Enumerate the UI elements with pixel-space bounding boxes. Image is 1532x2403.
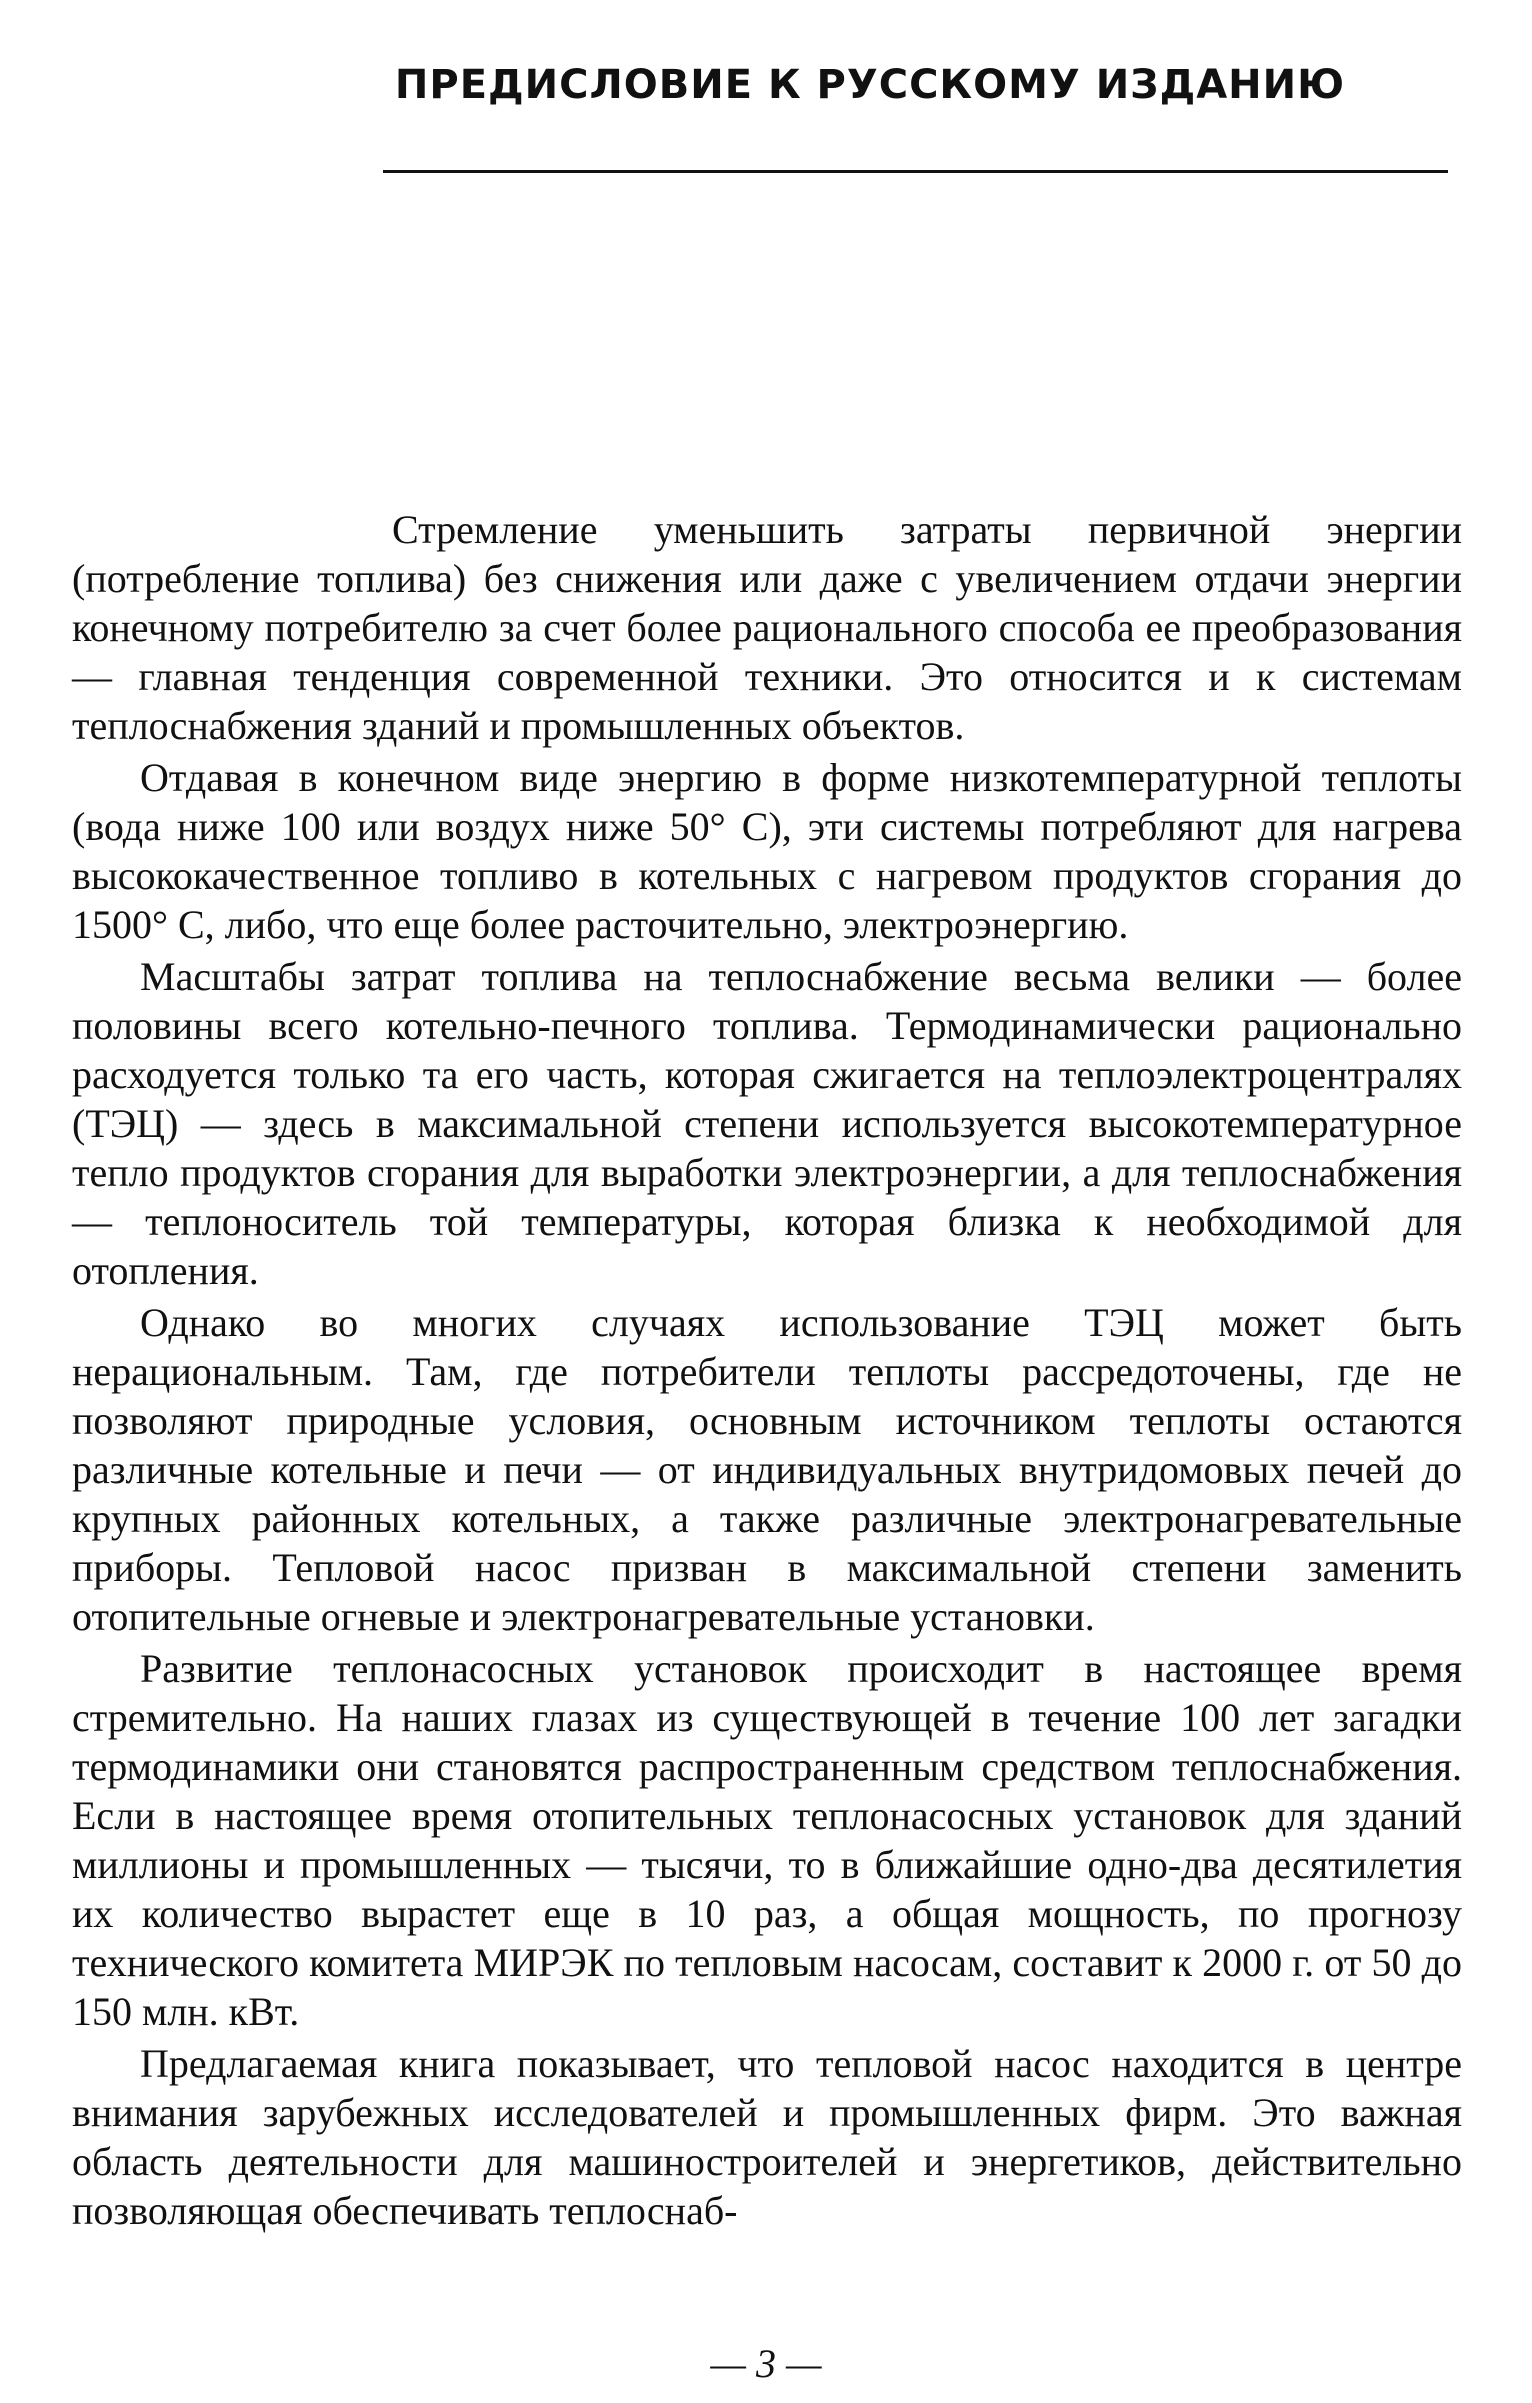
page-number: — 3 — xyxy=(710,2341,822,2386)
paragraph: Предлагаемая книга показывает, что тепловой насос находится в центре внимания зарубежных исследователей и промышленных фирм. Это важная область деятельности для машиностроителей и энергетиков, действительно позволяющая обеспечивать теплоснаб- xyxy=(72,2041,1462,2233)
heading-rule xyxy=(383,170,1448,173)
paragraph: Масштабы затрат топлива на теплоснабжение весьма велики — более половины всего котельно-печного топлива. Термодинамически рационально расходуется только та его часть, которая сжигается на теплоэлектроцентралях (ТЭЦ) — здесь в максимальной степени используется высокотемпературное тепло продуктов сгорания для выработки электроэнергии, а для теплоснабжения — теплоноситель той температуры, которая близка к необходимой для отопления. xyxy=(72,954,1462,1293)
paragraph: Развитие теплонасосных установок происходит в настоящее время стремительно. На наших глазах из существующей в течение 100 лет загадки термодинамики они становятся распространенным средством теплоснабжения. Если в настоящее время отопительных теплонасосных установок для зданий миллионы и промышленных — тысячи, то в ближайшие одно-два десятилетия их количество вырастет еще в 10 раз, а общая мощность, по прогнозу технического комитета МИРЭК по тепловым насосам, составит к 2000 г. от 50 до 150 млн. кВт. xyxy=(72,1646,1462,2034)
paragraph: Стремление уменьшить затраты первичной энергии (потребление топлива) без снижения или даже с увеличением отдачи энергии конечному потребителю за счет более рационального способа ее преобразования — главная тенденция современной техники. Это относится и к системам теплоснабжения зданий и промышленных объектов. xyxy=(72,507,1462,748)
paragraph: Отдавая в конечном виде энергию в форме низкотемпературной теплоты (вода ниже 100 или воздух ниже 50° С), эти системы потребляют для нагрева высококачественное топливо в котельных с нагревом продуктов сгорания до 1500° С, либо, что еще более расточительно, электроэнергию. xyxy=(72,755,1462,947)
chapter-heading: ПРЕДИСЛОВИЕ К РУССКОМУ ИЗДАНИЮ xyxy=(394,62,1346,108)
body-text xyxy=(72,505,1462,2238)
paragraph: Однако во многих случаях использование ТЭЦ может быть нерациональным. Там, где потребители теплоты рассредоточены, где не позволяют природные условия, основным источником теплоты остаются различные котельные и печи — от индивидуальных внутридомовых печей до крупных районных котельных, а также различные электронагревательные приборы. Тепловой насос призван в максимальной степени заменить отопительные огневые и электронагревательные установки. xyxy=(72,1300,1462,1639)
